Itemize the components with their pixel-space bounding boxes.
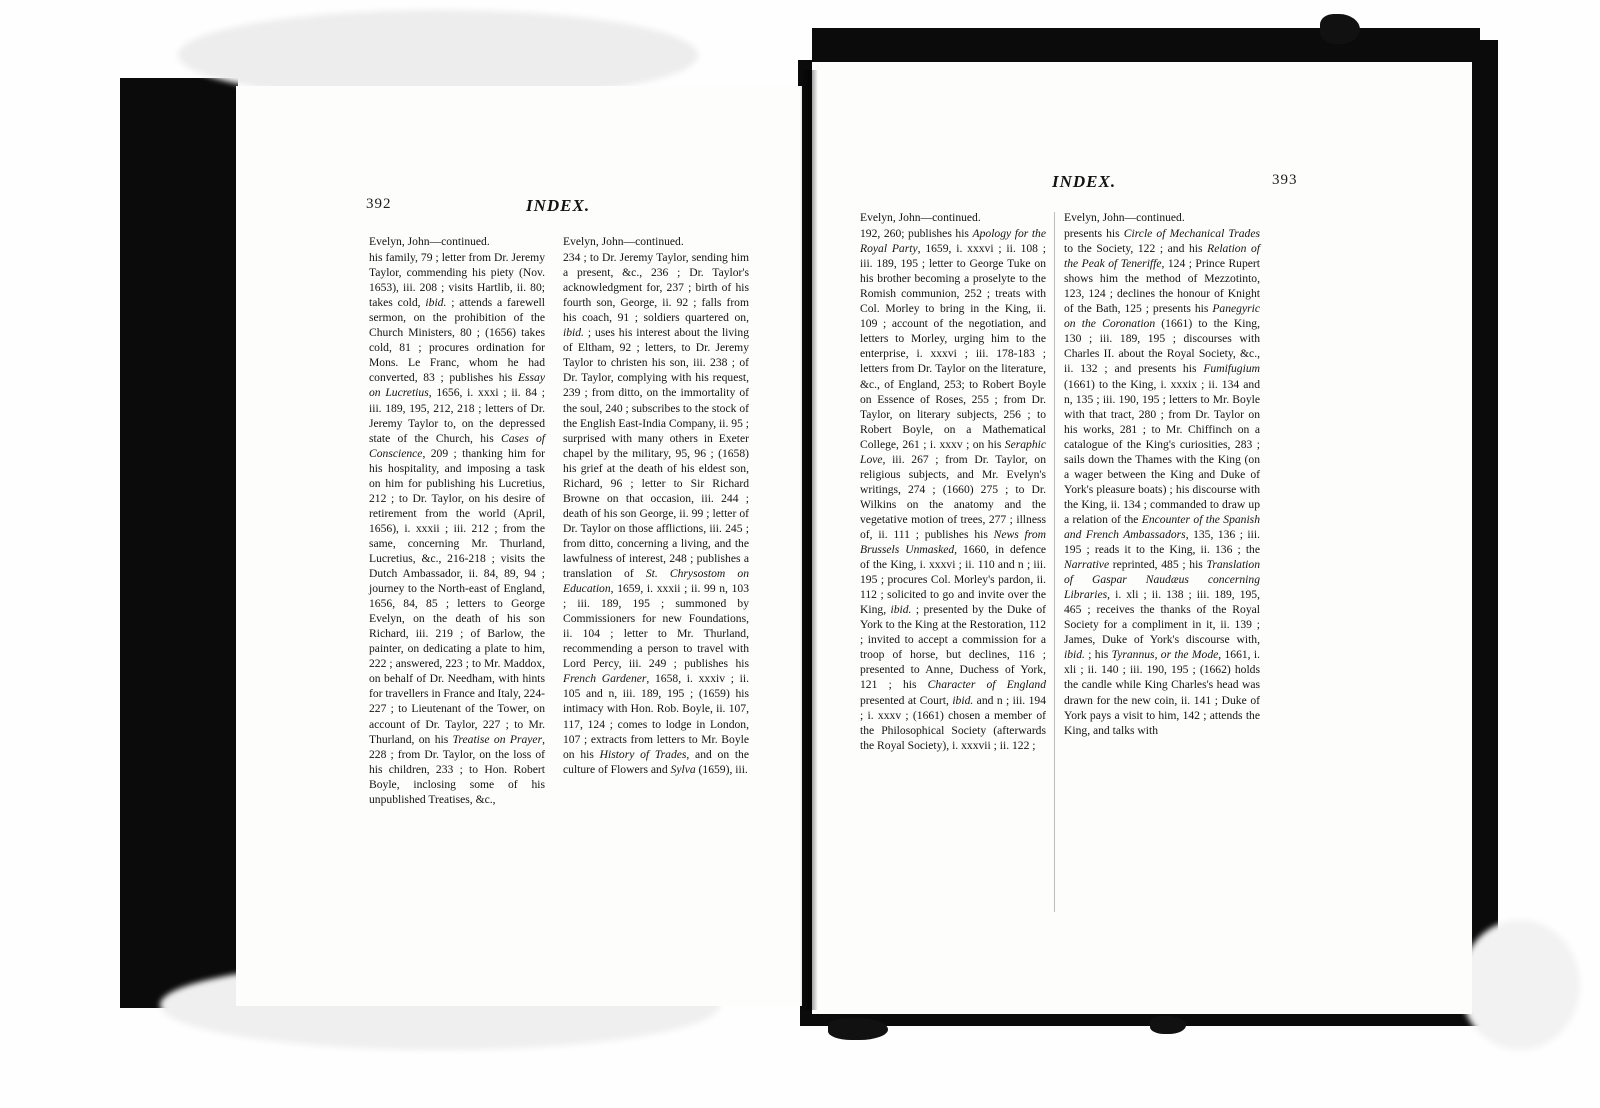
left-folio-number: 392: [366, 196, 392, 212]
left-running-title: INDEX.: [526, 196, 591, 215]
right-column-1: [860, 210, 1046, 753]
left-page: [236, 86, 802, 1006]
left-running-head: [366, 196, 766, 216]
right-running-title: INDEX.: [1052, 172, 1117, 191]
right-column-2-body: presents his Circle of Mechanical Trades to the Society, 122 ; and his Relation of the Peak of Teneriffe, 124 ; Prince Rupert shows him the method of Mezzotinto, 123, 124 ; declines the honour of Knight of the Bath, 125 ; presents his Panegyric on the Coronation (1661) to the King, 130 ; iii. 189, 195 ; discourses with Charles II. about the Royal Society, &c., ii. 132 ; and presents his Fumifugium (1661) to the King, i. xxxix ; ii. 134 and n, 135 ; iii. 190, 195 ; letters to Mr. Boyle with that tract, 280 ; from Dr. Taylor on his works, 281 ; to Mr. Chiffinch on a catalogue of the King's curiosities, 283 ; sails down the Thames with the King (on a wager between the King and Duke of York's pleasure boats) ; his discourse with the King, ii. 134 ; commanded to draw up a relation of the Encounter of the Spanish and French Ambassadors, 135, 136 ; iii. 195 ; reads it to the King, ii. 136 ; the Narrative reprinted, 485 ; his Translation of Gaspar Naudæus concerning Libraries, i. xli ; ii. 138 ; iii. 189, 195, 465 ; receives the thanks of the Royal Society for a compliment in it, ii. 139 ; James, Duke of York's discourse with, ibid. ; his Tyrannus, or the Mode, 1661, i. xli ; ii. 140 ; iii. 190, 195 ; (1662) holds the candle while King Charles's head was drawn for the new coin, ii. 141 ; Duke of York pays a visit to him, 142 ; attends the King, and talks with: [1064, 227, 1261, 737]
scan-blob-top-right: [1320, 14, 1360, 44]
left-column-2-body: 234 ; to Dr. Jeremy Taylor, sending him a present, &c., 236 ; Dr. Taylor's acknowledgment for, 237 ; birth of his fourth son, George, ii. 92 ; falls from his coach, 91 ; soldiers quartered on, ibid. ; uses his interest about the living of Eltham, 92 ; letters, to Dr. Jeremy Taylor to christen his son, iii. 238 ; of Dr. Taylor, complying with his request, 239 ; from ditto, on the immortality of the soul, 240 ; subscribes to the stock of the English East-India Company, ii. 95 ; surprised with many others in Exeter chapel by the military, 95, 96 ; (1658) his grief at the death of his eldest son, Richard, 96 ; letter to Sir Richard Browne on that occasion, iii. 244 ; death of his son George, ii. 99 ; letter of Dr. Taylor on those afflictions, iii. 245 ; from ditto, concerning a living, and the lawfulness of interest, 248 ; publishes a translation of St. Chrysostom on Education, 1659, i. xxxii ; ii. 99 n, 103 ; iii. 189, 195 ; summoned by Commissioners for new Foundations, ii. 104 ; letter to Mr. Thurland, recommending a person to travel with Lord Percy, iii. 249 ; publishes his French Gardener, 1658, i. xxxiv ; ii. 105 and n, iii. 189, 195 ; (1659) his intimacy with Hon. Rob. Boyle, ii. 107, 117, 124 ; comes to lodge in London, 107 ; extracts from letters to Mr. Boyle on his History of Trades, and on the culture of Flowers and Sylva (1659), iii.: [563, 251, 750, 776]
right-column-2: [1064, 210, 1260, 738]
right-running-head: [862, 172, 1332, 192]
left-column-2-heading: Evelyn, John—continued.: [563, 235, 684, 248]
book-gutter-shadow: [800, 70, 818, 1010]
scan-blob-bottom-gutter: [828, 1018, 888, 1040]
right-column-1-heading: Evelyn, John—continued.: [860, 211, 981, 224]
right-column-2-heading: Evelyn, John—continued.: [1064, 211, 1185, 224]
right-folio-number: 393: [1272, 172, 1298, 188]
right-page: [812, 62, 1472, 1014]
scan-edge-left-outer: [120, 78, 150, 958]
left-column-2: [563, 234, 749, 777]
right-column-divider: [1054, 212, 1055, 912]
left-column-1-body: his family, 79 ; letter from Dr. Jeremy Taylor, commending his piety (Nov. 1653), iii. 208 ; visits Hartlib, ii. 80; takes cold, ibid. ; attends a farewell sermon, on the prohibition of the Church Ministers, 80 ; (1656) takes cold, 81 ; procures ordination for Mons. Le Franc, whom he had converted, 83 ; publishes his Essay on Lucretius, 1656, i. xxxi ; ii. 84 ; iii. 189, 195, 212, 218 ; letters of Dr. Jeremy Taylor to, on the depressed state of the Church, his Cases of Conscience, 209 ; thanking him for his hospitality, and imposing a task on him for publishing his Lucretius, 212 ; to Dr. Taylor, on his desire of retirement from the world (April, 1656), i. xxxii ; iii. 212 ; from the same, concerning Mr. Thurland, Lucretius, &c., 216-218 ; visits the Dutch Ambassador, ii. 84, 89, 94 ; journey to the North-east of England, 1656, 84, 85 ; letters to George Evelyn, on the death of his son Richard, iii. 219 ; of Barlow, the painter, on dedicating a plate to him, 222 ; answered, 223 ; to Mr. Maddox, on behalf of Dr. Needham, with hints for travellers in France and Italy, 224-227 ; to Lieutenant of the Tower, on account of Dr. Taylor, 227 ; to Mr. Thurland, on his Treatise on Prayer, 228 ; from Dr. Taylor, on the loss of his children, 233 ; to Hon. Robert Boyle, inclosing some of his unpublished Treatises, &c.,: [369, 251, 545, 806]
right-column-1-body: 192, 260; publishes his Apology for the Royal Party, 1659, i. xxxvi ; ii. 108 ; iii. 189, 195 ; letter to George Tuke on his brother becoming a proselyte to the Romish communion, 252 ; treats with Col. Morley to bring in the King, ii. 109 ; account of the negotiation, and letters to Morley, urging him to the enterprise, i. xxxvi ; iii. 178-183 ; letters from Dr. Taylor on the literature, &c., of England, 253; to Robert Boyle on Essence of Roses, 255 ; from Dr. Taylor, on literary subjects, 256 ; to Robert Boyle, on a Mathematical College, 261 ; i. xxxv ; on his Seraphic Love, iii. 267 ; from Dr. Taylor, on religious subjects, and Mr. Evelyn's writings, 274 ; (1660) 275 ; to Dr. Wilkins on the anatomy and the vegetative motion of trees, 277 ; illness of, ii. 111 ; publishes his News from Brussels Unmasked, 1660, in defence of the King, i. xxxvi ; ii. 110 and n ; iii. 195 ; procures Col. Morley's pardon, ii. 112 ; solicited to go and invite over the King, ibid. ; presented by the Duke of York to the King at the Restoration, 112 ; invited to accept a commission for a troop of horse, but declines, 116 ; presented to Anne, Duchess of York, 121 ; his Character of England presented at Court, ibid. and n ; iii. 194 ; i. xxxv ; (1661) chosen a member of the Philosophical Society (afterwards the Royal Society), i. xxxvii ; ii. 122 ;: [860, 227, 1047, 752]
scan-smudge-right-edge: [1460, 920, 1580, 1050]
scan-blob-bottom-left: [1150, 1016, 1186, 1034]
left-column-1-heading: Evelyn, John—continued.: [369, 235, 490, 248]
left-column-1: [369, 234, 545, 807]
